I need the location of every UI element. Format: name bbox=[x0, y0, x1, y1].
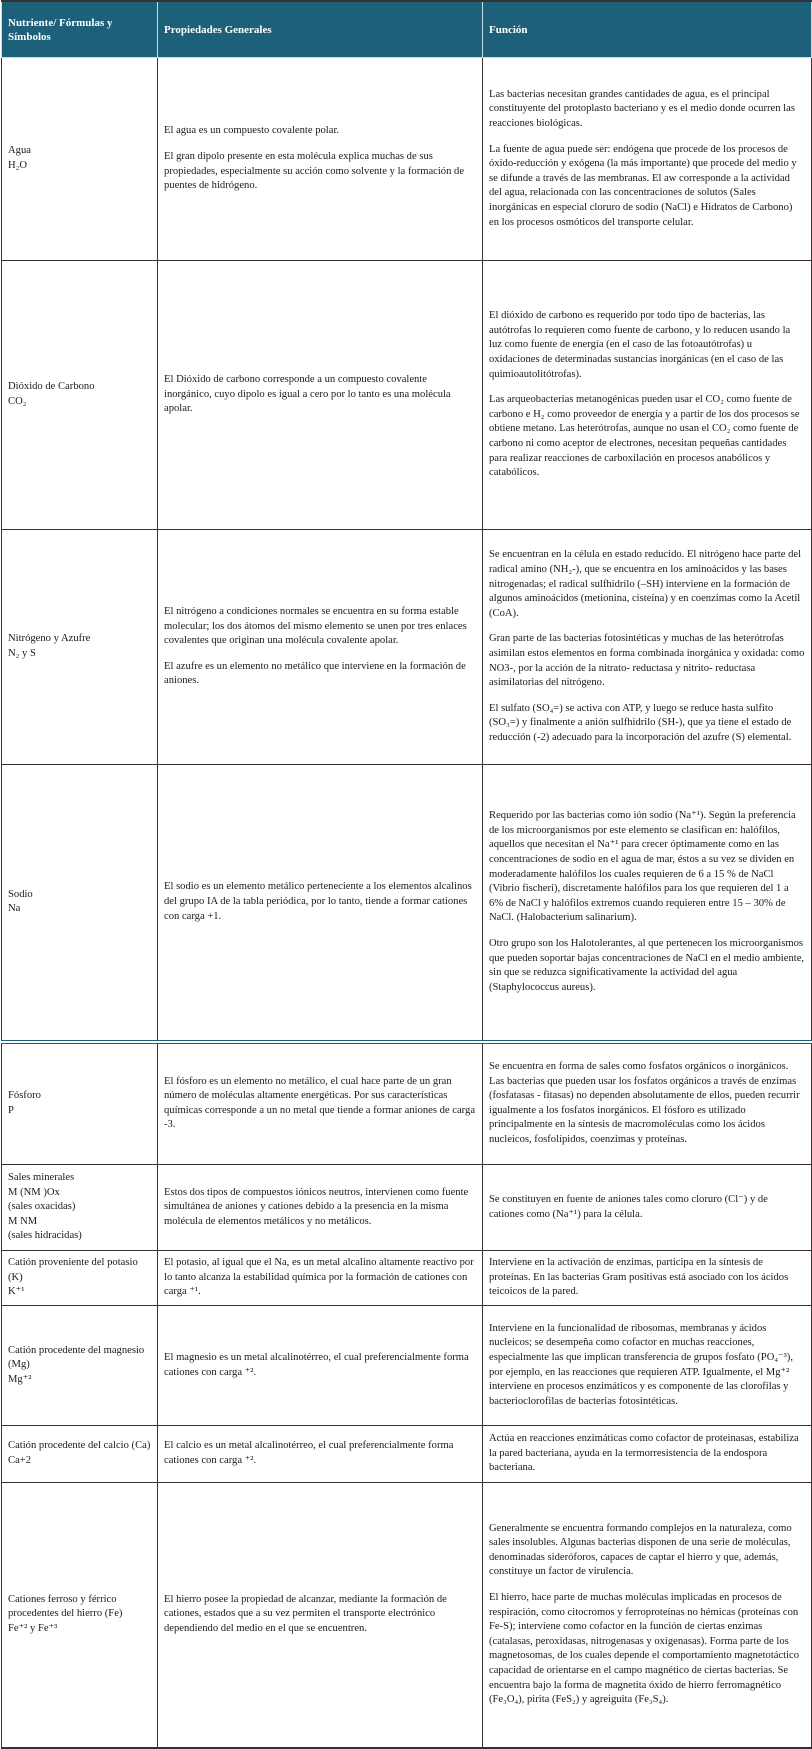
table-row bbox=[2, 261, 812, 530]
properties-cell bbox=[158, 1251, 483, 1306]
function-cell bbox=[483, 1165, 812, 1251]
nutrient-cell-text: Sales minerales bbox=[8, 1172, 75, 1184]
nutrient-cell bbox=[2, 1306, 158, 1426]
properties-cell-text: El potasio, al igual que el Na, es un metal alcalino altamente reactivo por lo tanto alcanza la estabilidad química por la formación de cationes con carga ⁺¹. bbox=[164, 1257, 474, 1298]
table-row bbox=[2, 1426, 812, 1483]
function-cell-text: Otro grupo son los Halotolerantes, al que pertenecen los microorganismos que pueden soportar bajas concentraciones de NaCl en el medio ambiente, sin que se reduzca significativamente la actividad del agua (Staphylococcus aureus). bbox=[489, 937, 805, 993]
header-properties: Propiedades Generales bbox=[158, 1, 483, 58]
nutrient-cell-text: CO₂ bbox=[8, 396, 27, 407]
nutrient-cell-text: Dióxido de Carbono bbox=[8, 381, 95, 393]
function-cell-text: Las bacterias necesitan grandes cantidades de agua, es el principal constituyente del protoplasto bacteriano y es el medio donde ocurren las reacciones biológicas. bbox=[489, 88, 795, 130]
function-cell-text: El sulfato (SO₄=) se activa con ATP, y luego se reduce hasta sulfito (SO₃=) y finalmente a anión sulfhidrilo (SH-), que ya tiene el estado de reducción (-2) adecuado para la incorporación del azufre (S) elemental. bbox=[489, 702, 792, 743]
properties-cell-text: El azufre es un elemento no metálico que interviene en la formación de aniones. bbox=[164, 660, 466, 687]
nutrient-cell bbox=[2, 58, 158, 261]
function-cell-text: Interviene en la activación de enzimas, participa en la síntesis de proteínas. En las bacterias Gram positivas está asociado con los ácidos teicoicos de la pared. bbox=[489, 1257, 789, 1298]
nutrient-cell-text: Catión procedente del magnesio (Mg) bbox=[8, 1344, 145, 1371]
nutrient-cell-text: P bbox=[8, 1104, 14, 1116]
nutrients-table bbox=[1, 0, 812, 1749]
nutrient-cell-text: Fe⁺² y Fe⁺³ bbox=[8, 1623, 58, 1635]
nutrient-cell bbox=[2, 1426, 158, 1483]
function-cell-text: La fuente de agua puede ser: endógena que procede de los procesos de óxido-reducción y exógena (la más importante) que procede del medio y se difunde a través de las membranas. El aw corresponde a la actividad del agua, relacionada con las concentraciones de solutos (Sales inorgánicas en especial cloruro de sodio (NaCl) e Hidratos de Carbono) en los procesos osmóticos del transporte celular. bbox=[489, 143, 797, 228]
nutrient-cell-text: (sales oxacidas) bbox=[8, 1201, 76, 1213]
function-cell bbox=[483, 1042, 812, 1165]
properties-cell-text: El fósforo es un elemento no metálico, el cual hace parte de un gran número de moléculas altamente energéticas. Por sus características químicas corresponde a un no metal que tiende a formar aniones de carga -3. bbox=[164, 1075, 476, 1131]
table-row bbox=[2, 765, 812, 1042]
nutrient-cell-text: Cationes ferroso y férrico procedentes del hierro (Fe) bbox=[8, 1593, 123, 1620]
properties-cell-text: El nitrógeno a condiciones normales se encuentra en su forma estable molecular; los dos átomos del mismo elemento se unen por tres enlaces covalentes que originan una molécula covalente apolar. bbox=[164, 606, 467, 647]
properties-cell bbox=[158, 530, 483, 765]
nutrient-cell bbox=[2, 765, 158, 1042]
function-cell-text: Actúa en reacciones enzimáticas como cofactor de proteinasas, estabiliza la pared bacteriana, ayuda en la termorresistencia de la endospora bacteriana. bbox=[489, 1433, 799, 1474]
table-row bbox=[2, 58, 812, 261]
properties-cell bbox=[158, 765, 483, 1042]
function-cell-text: Interviene en la funcionalidad de ribosomas, membranas y ácidos nucleicos; se desempeña como cofactor en muchas reacciones, especialmente las que implican transferencia de grupos fosfato (PO₄⁻³), por ejemplo, en las reacciones que requieren ATP. Igualmente, el Mg⁺² interviene en procesos enzimáticos y es componente de las clorofilas y bacterioclorofilas de bacterias fotosintéticas. bbox=[489, 1322, 793, 1407]
table-body bbox=[2, 58, 812, 1748]
nutrient-cell bbox=[2, 1042, 158, 1165]
table-row bbox=[2, 1165, 812, 1251]
nutrient-cell-text: (sales hidracidas) bbox=[8, 1230, 82, 1242]
header-function: Función bbox=[483, 1, 812, 58]
table-header-row bbox=[2, 1, 812, 58]
properties-cell-text: El calcio es un metal alcalinotérreo, el cual preferencialmente forma cationes con carga ⁺². bbox=[164, 1440, 454, 1466]
table-row bbox=[2, 1251, 812, 1306]
function-cell-text: Se constituyen en fuente de aniones tales como cloruro (Cl⁻) y de cationes como (Na⁺¹) para la célula. bbox=[489, 1193, 768, 1220]
nutrient-cell-text: Na bbox=[8, 903, 21, 915]
nutrient-cell-text: Catión procedente del calcio (Ca) bbox=[8, 1440, 151, 1452]
nutrient-cell-text: Sodio bbox=[8, 888, 33, 900]
function-cell-text: Las arqueobacterias metanogénicas pueden usar el CO₂ como fuente de carbono e H₂ como proveedor de energía y a partir de los dos procesos se obtiene metano. Las heterótrofas, aunque no usan el CO₂ como fuente de carbono ni como aceptor de electrones, necesitan pequeñas cantidades para realizar reacciones de carboxilación en procesos anabólicos y catabólicos. bbox=[489, 394, 800, 479]
function-cell bbox=[483, 765, 812, 1042]
function-cell bbox=[483, 58, 812, 261]
nutrient-cell-text: Catión proveniente del potasio (K) bbox=[8, 1257, 138, 1283]
nutrient-cell-text: Nitrógeno y Azufre bbox=[8, 633, 91, 645]
nutrient-cell bbox=[2, 1483, 158, 1748]
nutrient-cell-text: Fósforo bbox=[8, 1090, 41, 1102]
properties-cell-text: El hierro posee la propiedad de alcanzar, mediante la formación de cationes, estados que a su vez permiten el transporte electrónico dependiendo del medio en el que se encuentren. bbox=[164, 1593, 447, 1635]
nutrient-cell bbox=[2, 1251, 158, 1306]
nutrient-cell-text: M (NM )Ox bbox=[8, 1186, 60, 1198]
function-cell bbox=[483, 1306, 812, 1426]
nutrient-cell-text: Ca+2 bbox=[8, 1455, 32, 1466]
function-cell bbox=[483, 1426, 812, 1483]
properties-cell bbox=[158, 261, 483, 530]
nutrient-cell-text: Agua bbox=[8, 145, 31, 157]
nutrient-cell bbox=[2, 530, 158, 765]
table-row bbox=[2, 1483, 812, 1748]
function-cell-text: Requerido por las bacterias como ión sodio (Na⁺¹). Según la preferencia de los microorganismos por este elemento se clasifican en: halófilos, aquellos que necesitan el Na⁺¹ para crecer óptimamente como en las concentraciones de sodio en el agua de mar, éstos a su vez se dividen en moderadamente halófilos los cuales requieren de 6 a 15 % de NaCl (Vibrio fischeri), discretamente halófilos para los que requieren del 1 a 6% de NaCl y halófilos extremos cuando requieren entre 15 – 30% de NaCl. (Halobacterium salinarium). bbox=[489, 810, 796, 924]
table-row bbox=[2, 1042, 812, 1165]
function-cell bbox=[483, 1251, 812, 1306]
nutrient-cell-text: N₂ y S bbox=[8, 648, 36, 659]
nutrient-cell-text: Mg⁺² bbox=[8, 1373, 32, 1385]
properties-cell-text: El gran dipolo presente en esta molécula explica muchas de sus propiedades, especialmente su acción como solvente y la formación de puentes de hidrógeno. bbox=[164, 150, 465, 192]
function-cell-text: El hierro, hace parte de muchas moléculas implicadas en procesos de respiración, como citocromos y ferroproteínas no hémicas (proteínas con Fe-S); interviene como cofactor en la función de ciertas enzimas (catalasas, peroxidasas, nitrogenasas y oxigenasas). Forma parte de los magnetosomas, de los cuales depende el comportamiento magnetotáctico capacidad de orientarse en el campo magnético de ciertas bacterias. Se encuentra bajo la forma de magnetita óxido de hierro ferromagnético (Fe₃O₄), pirita (FeS₂) y agreiguita (Fe₃S₄). bbox=[489, 1592, 800, 1706]
nutrient-cell-text: K⁺¹ bbox=[8, 1286, 25, 1298]
function-cell-text: Se encuentra en forma de sales como fosfatos orgánicos o inorgánicos. Las bacterias que pueden usar los fosfatos orgánicos a través de enzimas (fosfatasas - fitasas) no dependen absolutamente de ellos, pueden recurrir igualmente a los fosfatos inorgánicos. El fósforo es utilizado principalmente en la síntesis de macromoléculas como los ácidos nucleicos, fosfolípidos, coenzimas y proteínas. bbox=[489, 1060, 800, 1145]
nutrient-cell bbox=[2, 1165, 158, 1251]
nutrient-cell-text: M NM bbox=[8, 1215, 38, 1227]
nutrient-cell bbox=[2, 261, 158, 530]
nutrient-cell-text: H₂O bbox=[8, 160, 27, 171]
function-cell bbox=[483, 261, 812, 530]
table-row bbox=[2, 530, 812, 765]
properties-cell-text: El sodio es un elemento metálico perteneciente a los elementos alcalinos del grupo IA de la tabla periódica, por lo tanto, tiende a formar cationes con carga +1. bbox=[164, 881, 472, 922]
function-cell-text: Generalmente se encuentra formando complejos en la naturaleza, como sales insolubles. Algunas bacterias disponen de una serie de moléculas, denominadas sideróforos, capaces de captar el hierro y que, además, constituye un factor de virulencia. bbox=[489, 1522, 792, 1578]
properties-cell-text: El magnesio es un metal alcalinotérreo, el cual preferencialmente forma cationes con carga ⁺². bbox=[164, 1351, 469, 1378]
properties-cell-text: El agua es un compuesto covalente polar. bbox=[164, 125, 340, 137]
properties-cell-text: El Dióxido de carbono corresponde a un compuesto covalente inorgánico, cuyo dipolo es igual a cero por lo tanto es una molécula apolar. bbox=[164, 374, 451, 415]
properties-cell bbox=[158, 1042, 483, 1165]
function-cell-text: Gran parte de las bacterias fotosintéticas y muchas de las heterótrofas asimilan estos elementos en forma combinada inorgánica y oxidada: como NO3-, por la acción de la nitrato- reductasa y nitrito- reductasa asimilatorias del nitrógeno. bbox=[489, 633, 805, 689]
table-row bbox=[2, 1306, 812, 1426]
properties-cell bbox=[158, 1483, 483, 1748]
properties-cell-text: Estos dos tipos de compuestos iónicos neutros, intervienen como fuente simultánea de aniones y cationes debido a la presencia en la misma molécula de elementos metálicos y no metálicos. bbox=[164, 1186, 469, 1227]
properties-cell bbox=[158, 1306, 483, 1426]
properties-cell bbox=[158, 1165, 483, 1251]
properties-cell bbox=[158, 58, 483, 261]
function-cell-text: El dióxido de carbono es requerido por todo tipo de bacterias, las autótrofas lo requieren como fuente de carbono, y lo reducen usando la luz como fuente de energía (en el caso de las fotoautótrofas) u oxidaciones de determinadas sustancias inorgánicas (en el caso de las quimioautolitótrofas). bbox=[489, 310, 791, 380]
properties-cell bbox=[158, 1426, 483, 1483]
function-cell bbox=[483, 1483, 812, 1748]
function-cell bbox=[483, 530, 812, 765]
function-cell-text: Se encuentran en la célula en estado reducido. El nitrógeno hace parte del radical amino (NH₂-), que se encuentra en los aminoácidos y las bases nitrogenadas; el radical sulfhidrilo (–SH) interviene en la formación de algunos aminoácidos (metionina, cisteína) y en coenzimas como la Acetil (CoA). bbox=[489, 549, 802, 619]
header-nutrient: Nutriente/ Fórmulas y Símbolos bbox=[2, 1, 158, 58]
